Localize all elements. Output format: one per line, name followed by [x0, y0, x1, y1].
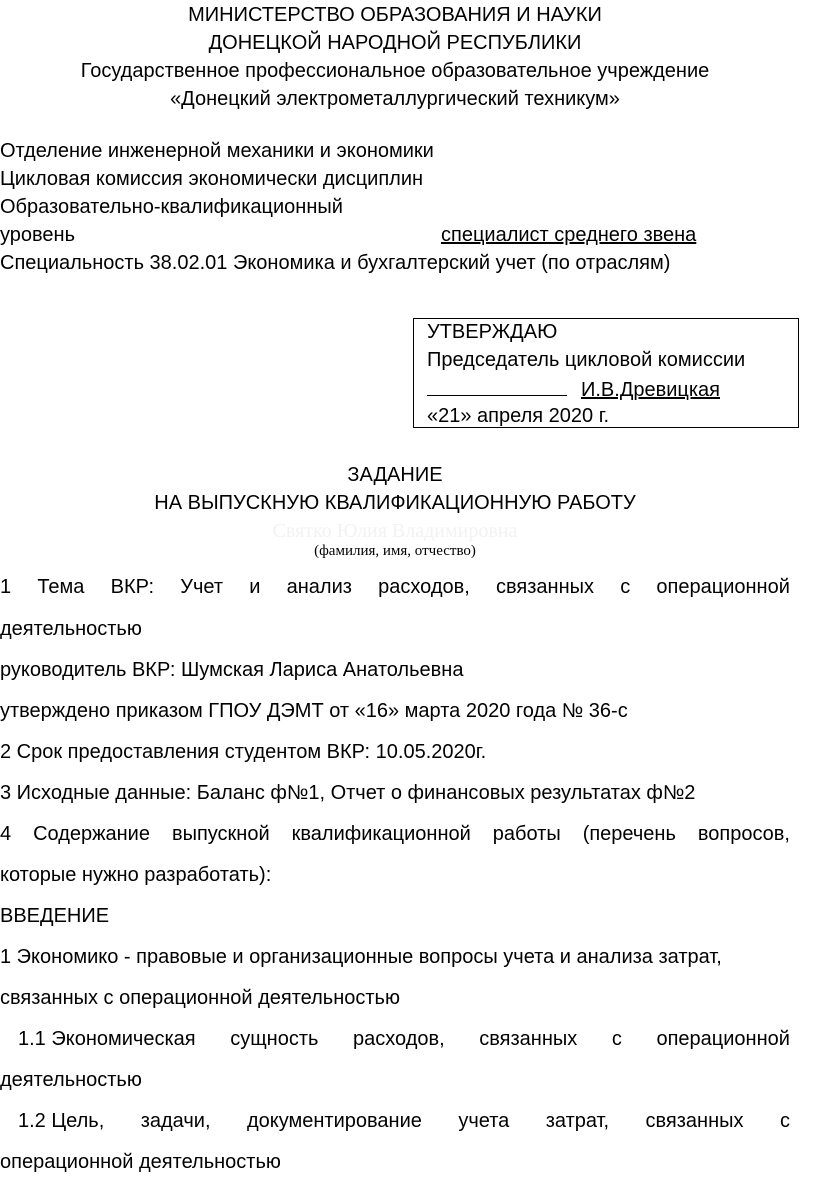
word: с	[620, 576, 631, 598]
word: Содержание	[33, 823, 150, 845]
word: 1.2 Цель,	[18, 1110, 105, 1132]
approval-date: «21» апреля 2020 г.	[427, 405, 610, 427]
section-1-2-line-2: операционной деятельностью	[0, 1151, 281, 1173]
word: вопросов,	[697, 823, 790, 845]
level-value: специалист среднего звена	[441, 224, 697, 246]
word: учета	[458, 1110, 510, 1132]
word: выпускной	[171, 823, 270, 845]
department: Отделение инженерной механики и экономики	[0, 140, 434, 162]
word: с	[779, 1110, 790, 1132]
approval-position: Председатель цикловой комиссии	[427, 349, 746, 371]
student-name: Святко Юлия Владимировна	[272, 520, 518, 542]
topic-line-1	[0, 576, 790, 599]
deadline: 2 Срок предоставления студентом ВКР: 10.05.2020г.	[0, 741, 487, 763]
word: ВКР:	[110, 576, 155, 598]
assignment-title-2: НА ВЫПУСКНУЮ КВАЛИФИКАЦИОННУЮ РАБОТУ	[154, 492, 636, 514]
word: анализ	[286, 576, 352, 598]
approval-name: И.В.Древицкая	[581, 379, 721, 401]
word: расходов,	[353, 1028, 445, 1050]
word: (перечень	[582, 823, 676, 845]
word: и	[249, 576, 261, 598]
contents-line-1	[0, 823, 790, 846]
intro-heading: ВВЕДЕНИЕ	[0, 905, 110, 927]
word: Учет	[180, 576, 224, 598]
section-1-2-line-1	[18, 1110, 790, 1133]
specialty: Специальность 38.02.01 Экономика и бухгалтерский учет (по отраслям)	[0, 252, 671, 274]
word: с	[611, 1028, 622, 1050]
word: задачи,	[140, 1110, 211, 1132]
word: затрат,	[545, 1110, 610, 1132]
institution-line-1: Государственное профессиональное образовательное учреждение	[80, 60, 710, 82]
word: Тема	[37, 576, 85, 598]
section-1-line-1: 1 Экономико - правовые и организационные вопросы учета и анализа затрат,	[0, 946, 722, 968]
word: расходов,	[378, 576, 470, 598]
level-label-1: Образовательно-квалификационный	[0, 196, 343, 218]
institution-line-2: «Донецкий электрометаллургический техникум»	[170, 88, 620, 110]
word: сущность	[230, 1028, 319, 1050]
supervisor: руководитель ВКР: Шумская Лариса Анатольевна	[0, 659, 464, 681]
word: документирование	[246, 1110, 422, 1132]
word: связанных	[496, 576, 595, 598]
student-caption: (фамилия, имя, отчество)	[314, 543, 476, 559]
word: 1	[0, 576, 12, 598]
section-1-1-line-1	[18, 1028, 790, 1051]
commission: Цикловая комиссия экономически дисциплин	[0, 168, 424, 190]
word: связанных	[645, 1110, 744, 1132]
word: квалификационной	[291, 823, 471, 845]
source-data: 3 Исходные данные: Баланс ф№1, Отчет о финансовых результатах ф№2	[0, 782, 696, 804]
word: связанных	[479, 1028, 578, 1050]
section-1-1-line-2: деятельностью	[0, 1069, 142, 1091]
word: работы	[492, 823, 561, 845]
order: утверждено приказом ГПОУ ДЭМТ от «16» марта 2020 года № 36-с	[0, 700, 628, 722]
approval-box	[413, 318, 799, 428]
word: операционной	[656, 576, 790, 598]
contents-line-2: которые нужно разработать):	[0, 864, 272, 886]
signature-blank	[427, 377, 567, 396]
ministry-line-2: ДОНЕЦКОЙ НАРОДНОЙ РЕСПУБЛИКИ	[208, 32, 582, 54]
word: операционной	[656, 1028, 790, 1050]
assignment-title-1: ЗАДАНИЕ	[347, 464, 443, 486]
word: 1.1 Экономическая	[18, 1028, 196, 1050]
word: 4	[0, 823, 12, 845]
level-label-2: уровень	[0, 224, 76, 246]
section-1-line-2: связанных с операционной деятельностью	[0, 987, 400, 1009]
topic-line-2: деятельностью	[0, 618, 142, 640]
approval-signature-line	[427, 377, 720, 402]
ministry-line-1: МИНИСТЕРСТВО ОБРАЗОВАНИЯ И НАУКИ	[188, 4, 602, 26]
approval-title: УТВЕРЖДАЮ	[427, 321, 558, 343]
